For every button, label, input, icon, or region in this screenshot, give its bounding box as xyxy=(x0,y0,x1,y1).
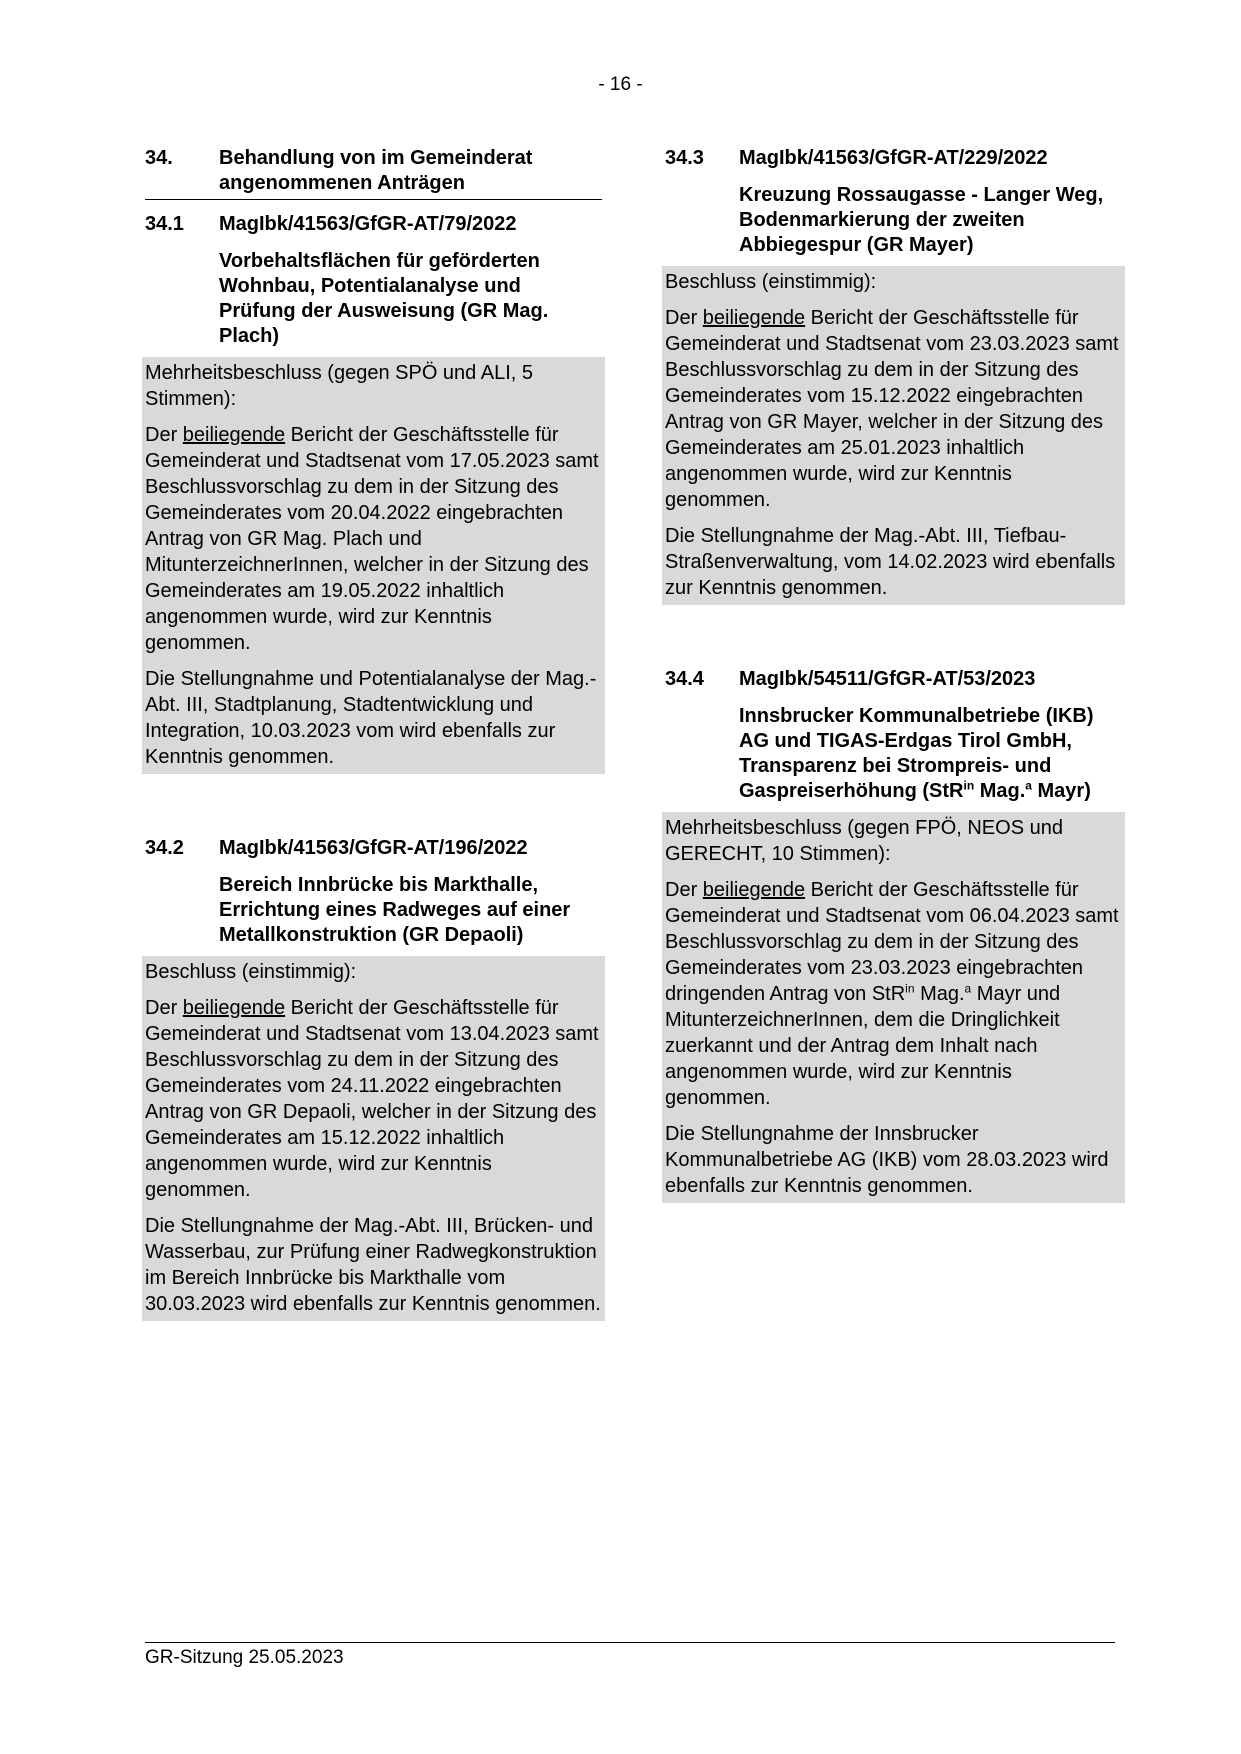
section-heading xyxy=(145,836,602,861)
section-reference: MagIbk/54511/GfGR-AT/53/2023 xyxy=(739,668,1036,690)
page-number: - 16 - xyxy=(598,74,643,95)
footer-divider xyxy=(145,1642,1115,1643)
right-column xyxy=(665,146,1122,1203)
underlined-word: beiliegende xyxy=(182,424,286,446)
statement-text: Die Stellungnahme und Potentialanalyse der Mag.-Abt. III, Stadtplanung, Stadtentwicklung und Integration, 10.03.2023 vom wird ebenfalls zur Kenntnis genommen. xyxy=(145,668,597,768)
section-title: Bereich Innbrücke bis Markthalle, Errichtung eines Radweges auf einer Metallkonstruktion (GR Depaoli) xyxy=(219,874,571,946)
resolution-type: Beschluss (einstimmig): xyxy=(145,961,357,983)
underlined-word: beiliegende xyxy=(702,879,806,901)
section-title: Vorbehaltsflächen für geförderten Wohnbau, Potentialanalyse und Prüfung der Ausweisung (GR Mag. Plach) xyxy=(219,250,549,347)
section-number: 34.4 xyxy=(665,668,704,690)
main-section-number: 34. xyxy=(145,147,173,169)
statement-text: Die Stellungnahme der Innsbrucker Kommunalbetriebe AG (IKB) vom 28.03.2023 wird ebenfalls zur Kenntnis genommen. xyxy=(665,1123,1109,1197)
section-heading xyxy=(665,146,1122,171)
underlined-word: beiliegende xyxy=(182,997,286,1019)
main-section-title: Behandlung von im Gemeinderat angenommenen Anträgen xyxy=(219,147,533,194)
resolution-text: Der beiliegende Bericht der Geschäftsstelle für Gemeinderat und Stadtsenat vom 23.03.2023 samt Beschlussvorschlag zu dem in der Sitzung des Gemeinderates vom 15.12.2022 eingebrachten Antrag von GR Mayer, welcher in der Sitzung des Gemeinderates am 25.01.2023 inhaltlich angenommen wurde, wird zur Kenntnis genommen. xyxy=(665,307,1119,511)
resolution-type: Mehrheitsbeschluss (gegen SPÖ und ALI, 5 Stimmen): xyxy=(145,362,534,410)
underlined-word: beiliegende xyxy=(702,307,806,329)
left-column xyxy=(145,146,602,1321)
section-34-3 xyxy=(665,146,1122,605)
section-title: Kreuzung Rossaugasse - Langer Weg, Bodenmarkierung der zweiten Abbiegespur (GR Mayer) xyxy=(739,184,1104,256)
section-heading xyxy=(145,212,602,237)
section-number: 34.1 xyxy=(145,213,184,235)
resolution-box xyxy=(142,956,605,1321)
resolution-box xyxy=(662,812,1125,1203)
resolution-type: Beschluss (einstimmig): xyxy=(665,271,877,293)
section-heading xyxy=(665,667,1122,692)
resolution-type: Mehrheitsbeschluss (gegen FPÖ, NEOS und GERECHT, 10 Stimmen): xyxy=(665,817,1063,865)
resolution-text: Der beiliegende Bericht der Geschäftsstelle für Gemeinderat und Stadtsenat vom 17.05.2023 samt Beschlussvorschlag zu dem in der Sitzung des Gemeinderates vom 20.04.2022 eingebrachten Antrag von GR Mag. Plach und MitunterzeichnerInnen, welcher in der Sitzung des Gemeinderates am 19.05.2022 inhaltlich angenommen wurde, wird zur Kenntnis genommen. xyxy=(145,424,599,654)
section-number: 34.3 xyxy=(665,147,704,169)
resolution-box xyxy=(142,357,605,774)
section-number: 34.2 xyxy=(145,837,184,859)
statement-text: Die Stellungnahme der Mag.-Abt. III, Tiefbau-Straßenverwaltung, vom 14.02.2023 wird ebenfalls zur Kenntnis genommen. xyxy=(665,525,1116,599)
footer-text: GR-Sitzung 25.05.2023 xyxy=(145,1647,344,1668)
section-34-4 xyxy=(665,667,1122,1203)
statement-text: Die Stellungnahme der Mag.-Abt. III, Brücken- und Wasserbau, zur Prüfung einer Radwegkonstruktion im Bereich Innbrücke bis Markthalle vom 30.03.2023 wird ebenfalls zur Kenntnis genommen. xyxy=(145,1215,601,1315)
section-reference: MagIbk/41563/GfGR-AT/79/2022 xyxy=(219,213,517,235)
section-title: Innsbrucker Kommunalbetriebe (IKB) AG und TIGAS-Erdgas Tirol GmbH, Transparenz bei Strompreis- und Gaspreiserhöhung (StR$^{in}$ Mag.$^a$ Mayr) xyxy=(739,705,1094,802)
resolution-text: Der beiliegende Bericht der Geschäftsstelle für Gemeinderat und Stadtsenat vom 06.04.2023 samt Beschlussvorschlag zu dem in der Sitzung des Gemeinderates vom 23.03.2023 eingebrachten dringenden Antrag von StR$^{in}$ Mag.$^a$ Mayr und MitunterzeichnerInnen, dem die Dringlichkeit zuerkannt und der Antrag dem Inhalt nach angenommen wurde, wird zur Kenntnis genommen. xyxy=(665,879,1119,1109)
section-34-1 xyxy=(145,212,602,774)
resolution-text: Der beiliegende Bericht der Geschäftsstelle für Gemeinderat und Stadtsenat vom 13.04.2023 samt Beschlussvorschlag zu dem in der Sitzung des Gemeinderates vom 24.11.2022 eingebrachten Antrag von GR Depaoli, welcher in der Sitzung des Gemeinderates am 15.12.2022 inhaltlich angenommen wurde, wird zur Kenntnis genommen. xyxy=(145,997,599,1201)
section-reference: MagIbk/41563/GfGR-AT/229/2022 xyxy=(739,147,1048,169)
main-section-heading xyxy=(145,146,602,200)
section-34-2 xyxy=(145,836,602,1321)
resolution-box xyxy=(662,266,1125,605)
section-reference: MagIbk/41563/GfGR-AT/196/2022 xyxy=(219,837,528,859)
